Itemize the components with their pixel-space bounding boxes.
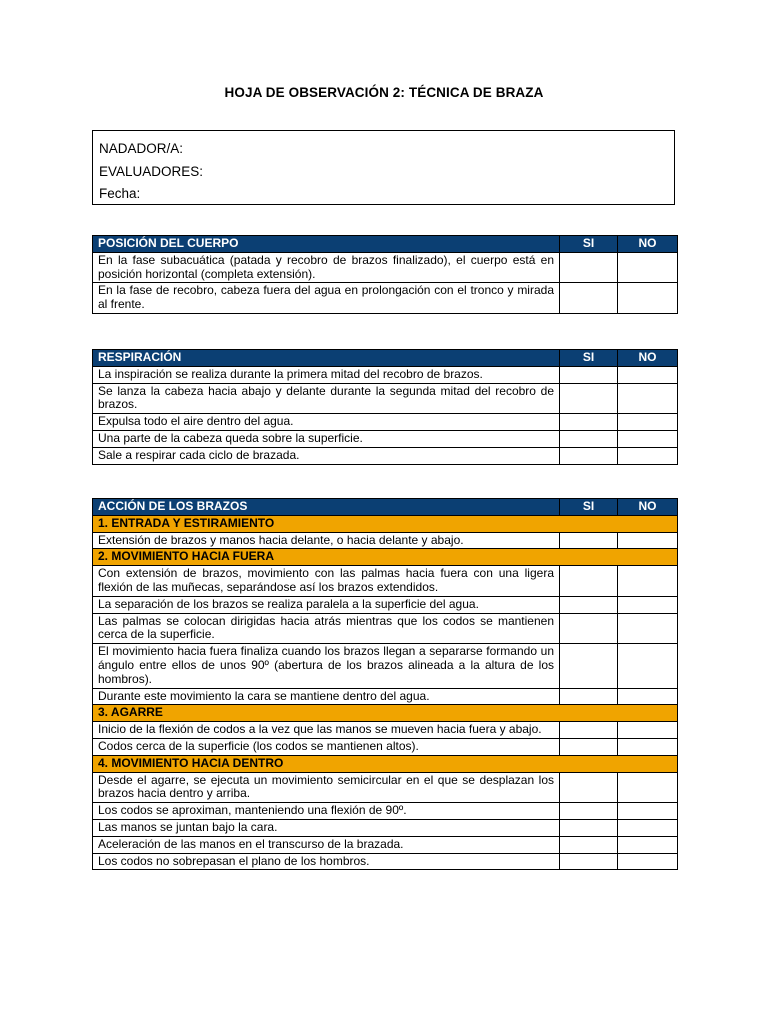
si-cell[interactable] [560,803,618,820]
date-field[interactable]: Fecha: [99,186,141,201]
subsection-title: 4. MOVIMIENTO HACIA DENTRO [93,755,678,772]
table-row [93,688,678,705]
no-cell[interactable] [618,644,678,688]
no-cell[interactable] [618,283,678,314]
si-cell[interactable] [560,688,618,705]
criterion-text: Sale a respirar cada ciclo de brazada. [93,447,560,464]
si-cell[interactable] [560,644,618,688]
si-cell[interactable] [560,819,618,836]
si-cell[interactable] [560,566,618,597]
breathing-table [92,349,678,465]
si-cell[interactable] [560,532,618,549]
table-row [93,853,678,870]
criterion-text: Extensión de brazos y manos hacia delante, o hacia delante y abajo. [93,532,560,549]
section-header: POSICIÓN DEL CUERPO [93,236,560,253]
criterion-text: Con extensión de brazos, movimiento con las palmas hacia fuera con una ligera flexión de las muñecas, separándose así los brazos extendidos. [93,566,560,597]
criterion-text: Una parte de la cabeza queda sobre la superficie. [93,430,560,447]
no-cell[interactable] [618,803,678,820]
no-cell[interactable] [618,722,678,739]
criterion-text: La inspiración se realiza durante la primera mitad del recobro de brazos. [93,366,560,383]
criterion-text: El movimiento hacia fuera finaliza cuando los brazos llegan a separarse formando un ángulo entre ellos de unos 90º (abertura de los brazos alineada a la altura de los hombros). [93,644,560,688]
table-row [93,722,678,739]
si-header: SI [560,350,618,367]
subsection-title: 1. ENTRADA Y ESTIRAMIENTO [93,515,678,532]
si-cell[interactable] [560,738,618,755]
criterion-text: Las palmas se colocan dirigidas hacia atrás mientras que los codos se mantienen cerca de la superficie. [93,613,560,644]
table-row [93,383,678,414]
si-cell[interactable] [560,836,618,853]
subsection-row [93,549,678,566]
criterion-text: Las manos se juntan bajo la cara. [93,819,560,836]
si-cell[interactable] [560,772,618,803]
si-cell[interactable] [560,414,618,431]
criterion-text: Desde el agarre, se ejecuta un movimiento semicircular en el que se desplazan los brazos hacia dentro y arriba. [93,772,560,803]
table-row [93,836,678,853]
no-cell[interactable] [618,613,678,644]
table-row [93,283,678,314]
no-cell[interactable] [618,383,678,414]
table-row [93,738,678,755]
no-cell[interactable] [618,566,678,597]
criterion-text: Inicio de la flexión de codos a la vez que las manos se mueven hacia fuera y abajo. [93,722,560,739]
no-cell[interactable] [618,596,678,613]
evaluators-field[interactable]: EVALUADORES: [99,163,204,179]
table-row [93,819,678,836]
no-cell[interactable] [618,738,678,755]
no-cell[interactable] [618,252,678,283]
no-header: NO [618,350,678,367]
table-header [93,499,678,516]
si-cell[interactable] [560,447,618,464]
no-cell[interactable] [618,447,678,464]
section-header: RESPIRACIÓN [93,350,560,367]
criterion-text: En la fase de recobro, cabeza fuera del agua en prolongación con el tronco y mirada al frente. [93,283,560,314]
criterion-text: Codos cerca de la superficie (los codos se mantienen altos). [93,738,560,755]
si-cell[interactable] [560,596,618,613]
table-row [93,803,678,820]
table-row [93,613,678,644]
si-cell[interactable] [560,283,618,314]
si-header: SI [560,236,618,253]
no-header: NO [618,236,678,253]
table-row [93,447,678,464]
subsection-row [93,705,678,722]
criterion-text: Expulsa todo el aire dentro del agua. [93,414,560,431]
criterion-text: Los codos se aproximan, manteniendo una flexión de 90º. [93,803,560,820]
table-row [93,366,678,383]
body-position-table [92,235,678,314]
no-cell[interactable] [618,688,678,705]
subsection-row [93,515,678,532]
criterion-text: Aceleración de las manos en el transcurso de la brazada. [93,836,560,853]
section-header: ACCIÓN DE LOS BRAZOS [93,499,560,516]
criterion-text: Los codos no sobrepasan el plano de los hombros. [93,853,560,870]
no-cell[interactable] [618,853,678,870]
si-cell[interactable] [560,430,618,447]
table-header [93,350,678,367]
criterion-text: La separación de los brazos se realiza paralela a la superficie del agua. [93,596,560,613]
table-row [93,414,678,431]
criterion-text: En la fase subacuática (patada y recobro de brazos finalizado), el cuerpo está en posición horizontal (completa extensión). [93,252,560,283]
subsection-title: 3. AGARRE [93,705,678,722]
table-row [93,644,678,688]
table-row [93,566,678,597]
table-row [93,772,678,803]
no-cell[interactable] [618,414,678,431]
page-title: HOJA DE OBSERVACIÓN 2: TÉCNICA DE BRAZA [224,85,544,100]
no-cell[interactable] [618,819,678,836]
table-row [93,596,678,613]
criterion-text: Se lanza la cabeza hacia abajo y delante durante la segunda mitad del recobro de brazos. [93,383,560,414]
table-row [93,430,678,447]
table-header [93,236,678,253]
si-cell[interactable] [560,853,618,870]
no-cell[interactable] [618,772,678,803]
no-cell[interactable] [618,430,678,447]
si-header: SI [560,499,618,516]
si-cell[interactable] [560,383,618,414]
table-row [93,252,678,283]
no-cell[interactable] [618,836,678,853]
si-cell[interactable] [560,613,618,644]
no-cell[interactable] [618,532,678,549]
no-header: NO [618,499,678,516]
no-cell[interactable] [618,366,678,383]
si-cell[interactable] [560,252,618,283]
si-cell[interactable] [560,722,618,739]
swimmer-info-box [92,130,675,205]
subsection-row [93,755,678,772]
si-cell[interactable] [560,366,618,383]
criterion-text: Durante este movimiento la cara se mantiene dentro del agua. [93,688,560,705]
arm-action-table [92,498,678,870]
subsection-title: 2. MOVIMIENTO HACIA FUERA [93,549,678,566]
swimmer-field[interactable]: NADADOR/A: [99,141,184,156]
table-row [93,532,678,549]
